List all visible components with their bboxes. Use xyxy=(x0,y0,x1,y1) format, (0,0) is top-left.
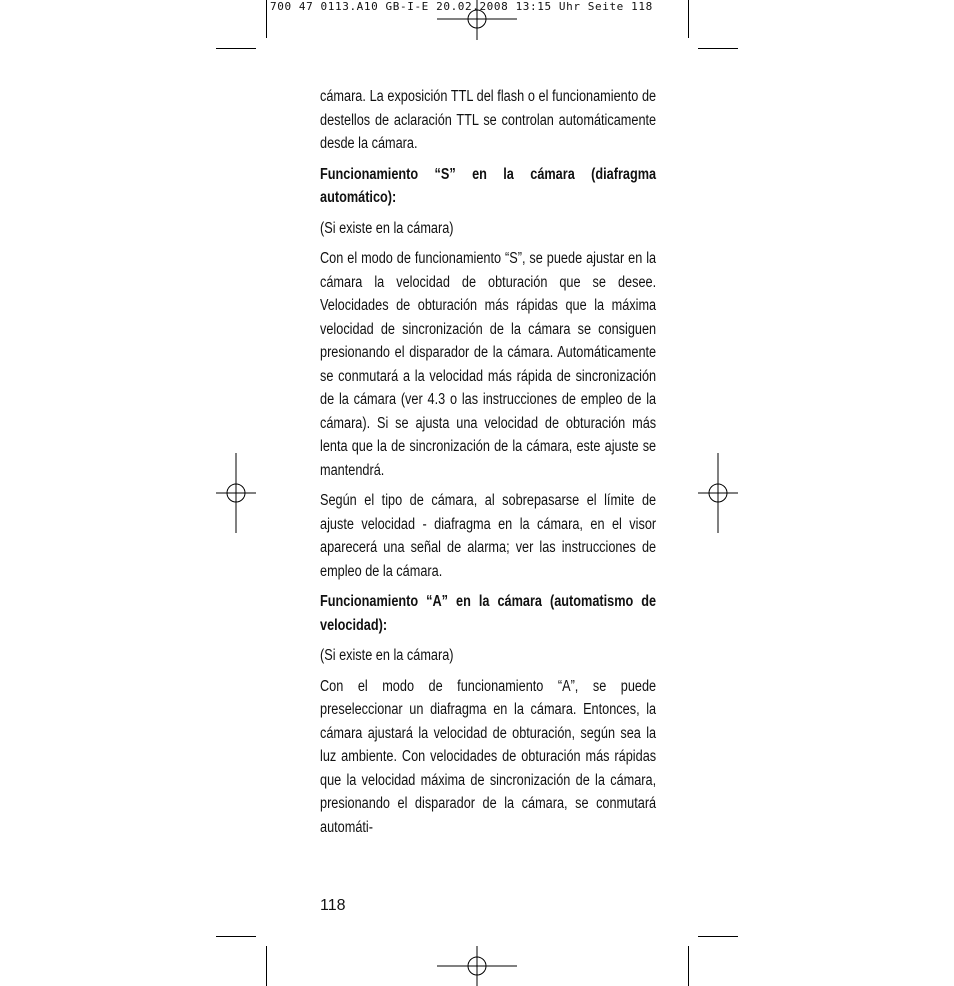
paragraph-alarm: Según el tipo de cámara, al sobrepasarse el límite de ajuste velocidad - diafragma en la cámara, en el visor aparecerá una señal de alarma; ver las instrucciones de empleo de la cámara. xyxy=(320,492,657,580)
registration-mark-top-icon xyxy=(437,0,517,40)
paragraph-a-mode: Con el modo de funcionamiento “A”, se puede preseleccionar un diafragma en la cámara. Entonces, la cámara ajustará la velocidad de obturación, según sea la luz ambiente. Con velocidades de obturación más rápidas que la velocidad máxima de sincronización de la cámara, presionando el disparador de la cámara, se conmutará automáti- xyxy=(320,677,657,836)
paragraph-note-a: (Si existe en la cámara) xyxy=(320,647,454,664)
section-heading-a-mode: Funcionamiento “A” en la cámara (automatismo de velocidad): xyxy=(320,593,657,634)
paragraph-s-mode: Con el modo de funcionamiento “S”, se puede ajustar en la cámara la velocidad de obturación que se desee. Velocidades de obturación más rápidas que la máxima velocidad de sincronización de la cámara se consiguen presionando el disparador de la cámara. Automáticamente se conmutará a la velocidad más rápida de sincronización de la cámara (ver 4.3 o las instrucciones de empleo de la cámara). Si se ajusta una velocidad de obturación más lenta que la de sincronización de la cámara, este ajuste se mantendrá. xyxy=(320,250,657,479)
crop-mark-top-left-vertical xyxy=(266,0,267,38)
page-body xyxy=(320,85,656,846)
registration-mark-bottom-icon xyxy=(437,946,517,986)
page-number: 118 xyxy=(320,897,346,914)
crop-mark-top-right-horizontal xyxy=(698,48,738,49)
crop-mark-bottom-left-horizontal xyxy=(216,936,256,937)
section-heading-s-mode: Funcionamiento “S” en la cámara (diafragma automático): xyxy=(320,165,657,206)
crop-mark-top-right-vertical xyxy=(688,0,689,38)
registration-mark-left-icon xyxy=(216,453,256,533)
registration-mark-right-icon xyxy=(698,453,738,533)
crop-mark-bottom-right-vertical xyxy=(688,946,689,986)
crop-mark-top-left-horizontal xyxy=(216,48,256,49)
crop-mark-bottom-right-horizontal xyxy=(698,936,738,937)
paragraph-intro: cámara. La exposición TTL del flash o el funcionamiento de destellos de aclaración TTL se controlan automáticamente desde la cámara. xyxy=(320,88,657,152)
crop-mark-bottom-left-vertical xyxy=(266,946,267,986)
paragraph-note-s: (Si existe en la cámara) xyxy=(320,219,454,237)
print-slug: 700 47 0113.A10 GB-I-E 20.02.2008 13:15 Uhr Seite 118 xyxy=(270,0,653,13)
